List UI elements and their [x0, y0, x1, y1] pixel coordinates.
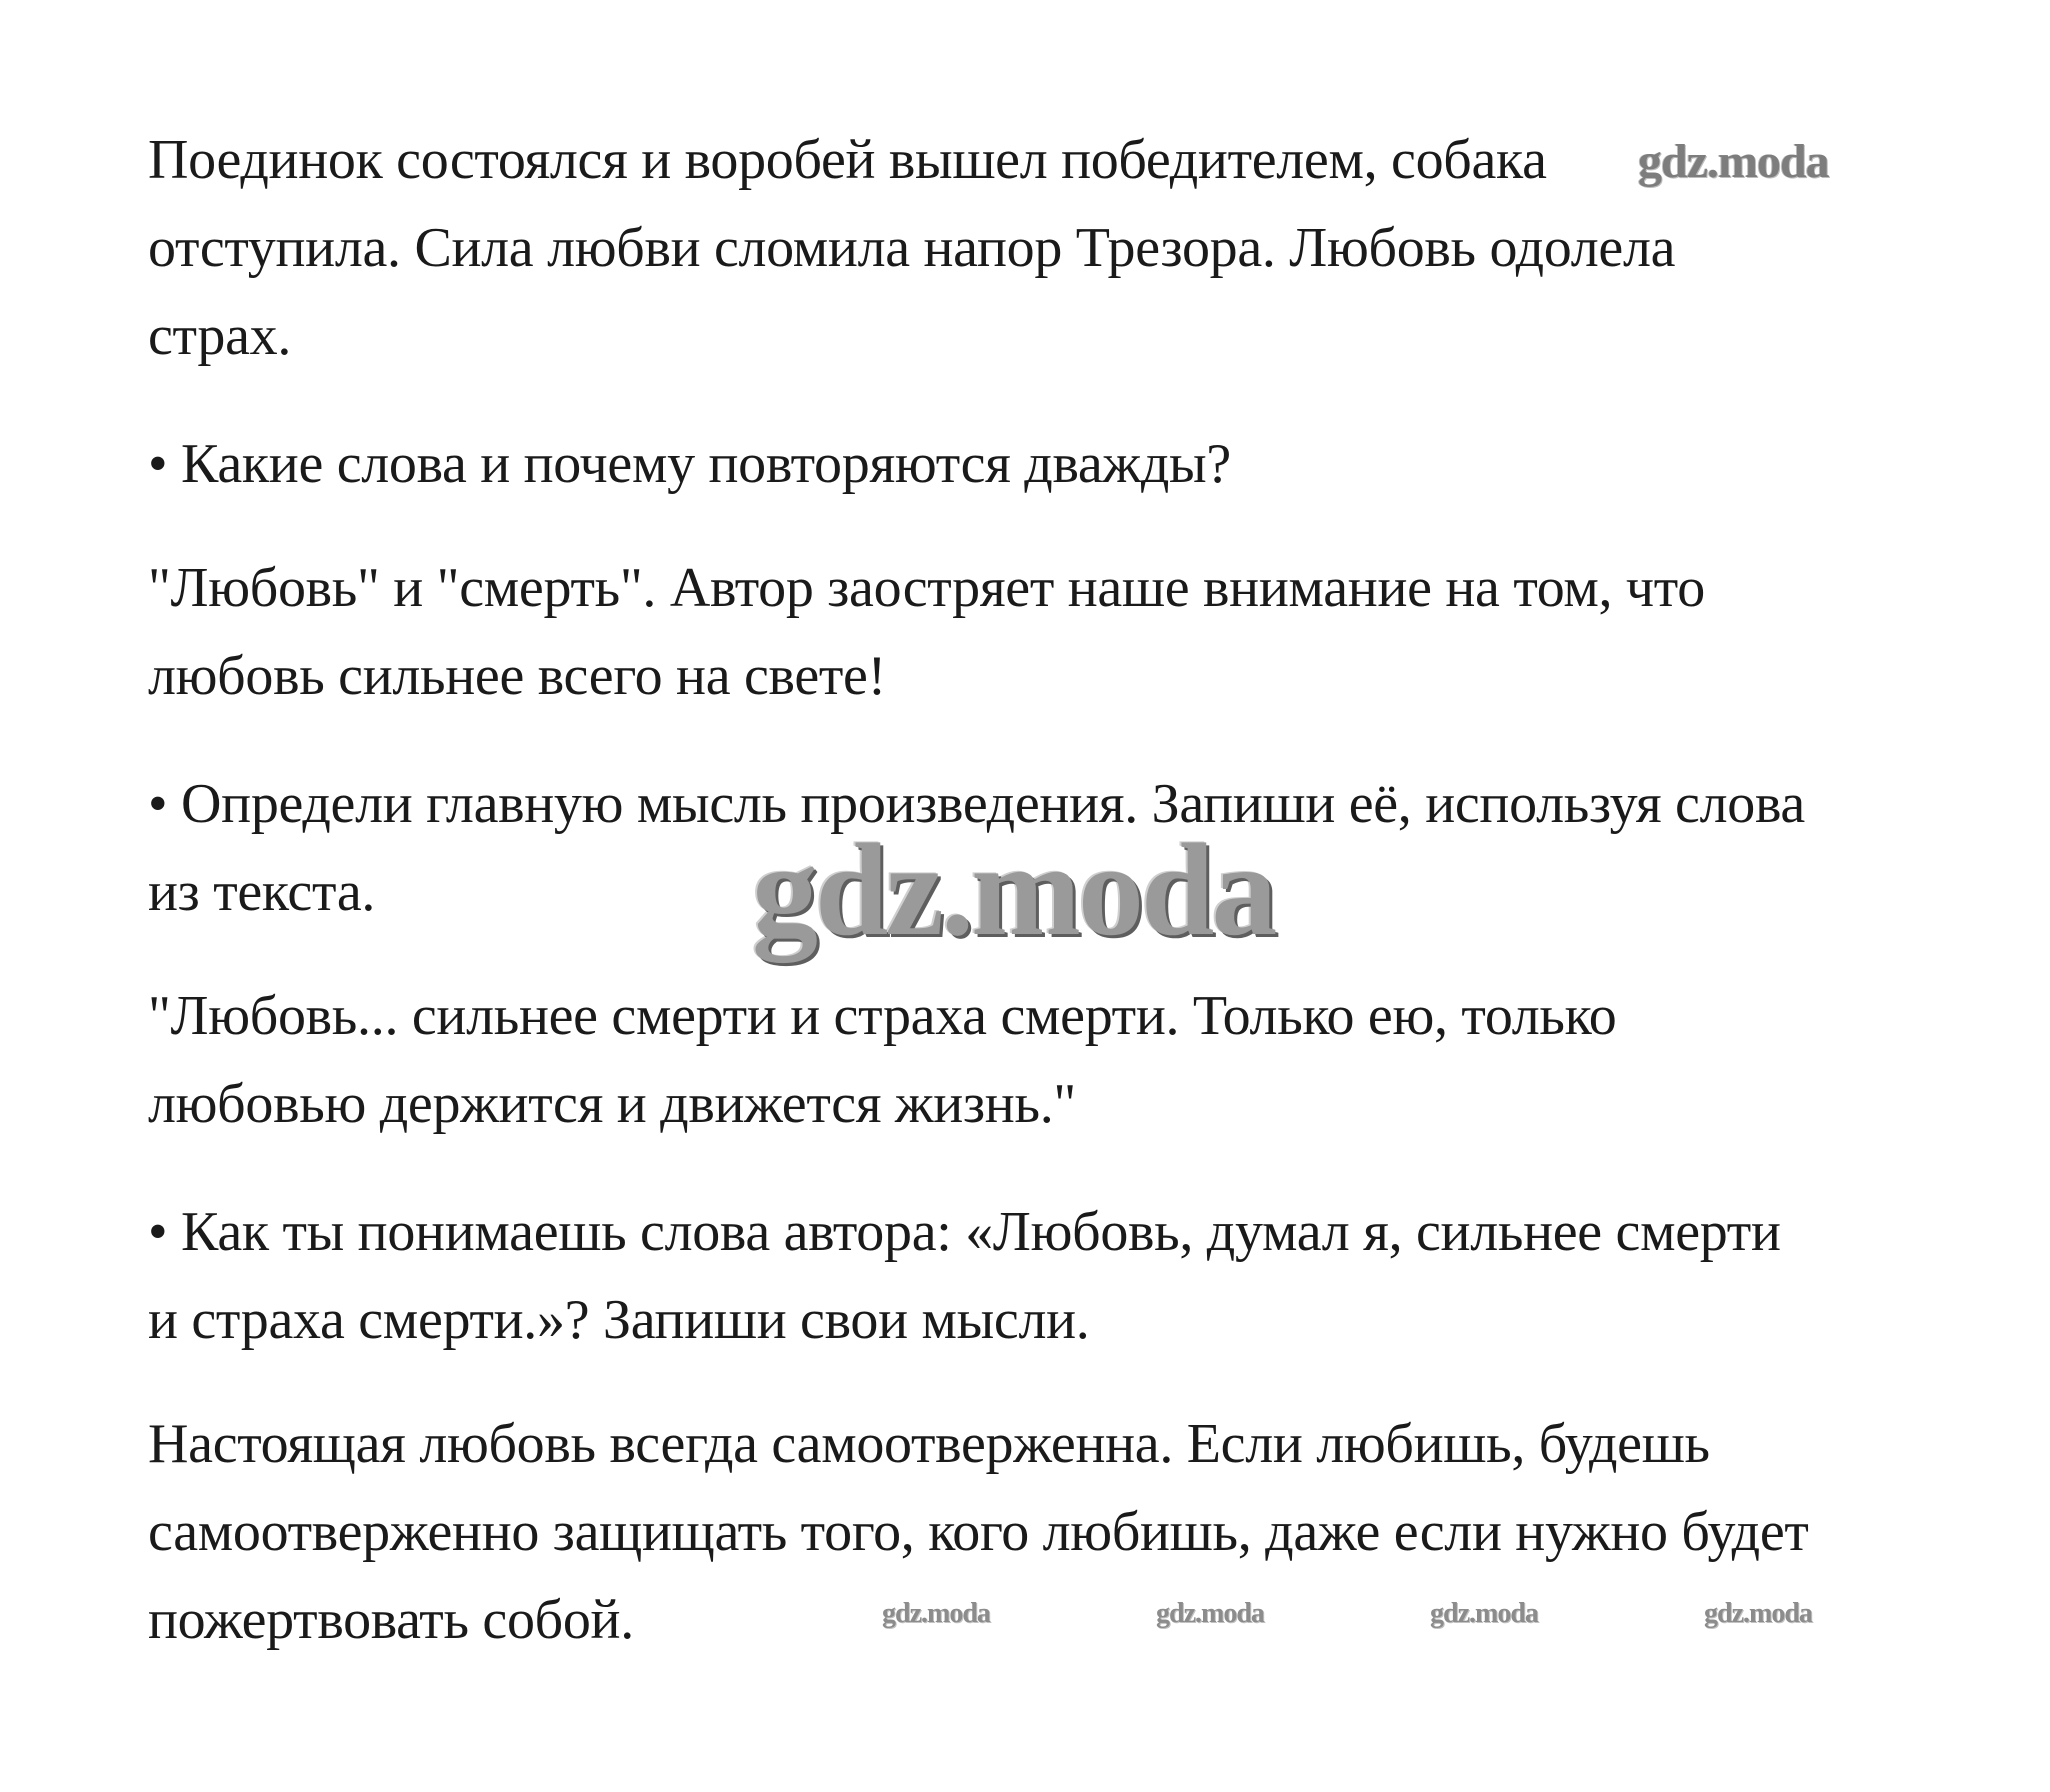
watermark-small: gdz.moda: [1704, 1598, 1812, 1629]
watermark: gdz.moda: [1638, 135, 1829, 188]
question-line: и страха смерти.»? Запиши свои мысли.: [148, 1289, 1090, 1351]
question-line: • Какие слова и почему повторяются дважды?: [148, 433, 1231, 495]
answer-line: любовь сильнее всего на свете!: [148, 645, 886, 707]
answer-line: самоотверженно защищать того, кого любишь, даже если нужно будет: [148, 1501, 1809, 1563]
watermark-small: gdz.moda: [882, 1598, 990, 1629]
answer-line: пожертвовать собой.: [148, 1589, 634, 1651]
quote-line: "Любовь... сильнее смерти и страха смерти. Только ею, только: [148, 985, 1617, 1047]
text-line: страх.: [148, 305, 292, 367]
watermark-small: gdz.moda: [1430, 1598, 1538, 1629]
text-line: Поединок состоялся и воробей вышел победителем, собака: [148, 129, 1547, 191]
question-line: из текста.: [148, 861, 376, 923]
answer-line: Настоящая любовь всегда самоотверженна. Если любишь, будешь: [148, 1413, 1710, 1475]
watermark-large: gdz.moda: [752, 816, 1275, 963]
question-line: • Определи главную мысль произведения. Запиши её, используя слова: [148, 773, 1805, 835]
question-line: • Как ты понимаешь слова автора: «Любовь, думал я, сильнее смерти: [148, 1201, 1781, 1263]
quote-line: любовью держится и движется жизнь.": [148, 1073, 1076, 1135]
text-line: отступила. Сила любви сломила напор Трезора. Любовь одолела: [148, 217, 1676, 279]
watermark-small: gdz.moda: [1156, 1598, 1264, 1629]
answer-line: "Любовь" и "смерть". Автор заостряет наше внимание на том, что: [148, 557, 1705, 619]
